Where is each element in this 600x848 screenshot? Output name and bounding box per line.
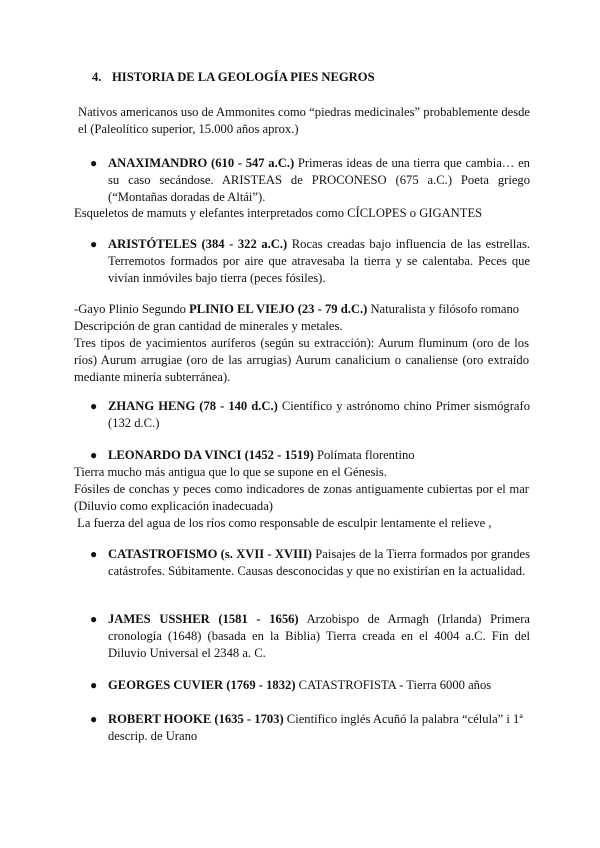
bullet-catastrofismo: [90, 546, 530, 580]
davinci-line-2: Fósiles de conchas y peces como indicadores de zonas antiguamente cubiertas por el mar (Diluvio como explicación inadecuada): [74, 482, 529, 513]
bullet-dot: ●: [90, 678, 98, 692]
davinci-line-3: La fuerza del agua de los ríos como responsable de esculpir lentamente el relieve ,: [74, 516, 492, 530]
bullet-ussher: [90, 611, 530, 662]
bullet-title: LEONARDO DA VINCI (1452 - 1519): [108, 448, 314, 462]
bullet-aristoteles: [90, 236, 530, 287]
bullet-hooke: [90, 711, 530, 745]
section-title: HISTORIA DE LA GEOLOGÍA PIES NEGROS: [112, 70, 375, 84]
bullet-dot: ●: [90, 547, 98, 561]
bullet-dot: ●: [90, 612, 98, 626]
bullet-title: CATASTROFISMO (s. XVII - XVIII): [108, 547, 312, 561]
bullet-text: Científico y astrónomo chino Primer sismógrafo (132 d.C.): [108, 399, 530, 430]
paragraph-mamuts: Esqueletos de mamuts y elefantes interpretados como CÍCLOPES o GIGANTES: [74, 206, 483, 220]
paragraph-davinci: [74, 464, 529, 532]
plinio-line2: Descripción de gran cantidad de minerales y metales.: [74, 319, 343, 333]
davinci-line-1: Tierra mucho más antigua que lo que se supone en el Génesis.: [74, 465, 387, 479]
intro-paragraph: Nativos americanos uso de Ammonites como “piedras medicinales” probablemente desde el (Paleolítico superior, 15.000 años aprox.): [78, 105, 530, 136]
bullet-dot: ●: [90, 712, 98, 726]
paragraph-yacimientos: Tres tipos de yacimientos auríferos (según su extracción): Aurum fluminum (oro de los ríos) Aurum arrugiae (oro de las arrugias) Aurum canalicium o canaliense (oro extraído mediante minería subterránea).: [74, 336, 529, 384]
bullet-dot: ●: [90, 156, 98, 170]
plinio-title: PLINIO EL VIEJO (23 - 79 d.C.): [189, 302, 368, 316]
bullet-text: CATASTROFISTA - Tierra 6000 años: [295, 678, 492, 692]
bullet-text: Arzobispo de Armagh (Irlanda) Primera cronología (1648) (basada en la Biblia) Tierra creada en el 4004 a.C. Fin del Diluvio Universal el 2348 a. C.: [108, 612, 530, 660]
paragraph-plinio: [74, 301, 529, 335]
section-number: 4.: [92, 70, 102, 84]
bullet-dot: ●: [90, 399, 98, 413]
bullet-leonardo: [90, 447, 530, 464]
bullet-title: GEORGES CUVIER (1769 - 1832): [108, 678, 296, 692]
bullet-title: ZHANG HENG (78 - 140 d.C.): [108, 399, 278, 413]
bullet-title: ARISTÓTELES (384 - 322 a.C.): [108, 237, 288, 251]
plinio-prefix: -Gayo Plinio Segundo: [74, 302, 190, 316]
bullet-text: Paisajes de la Tierra formados por grandes catástrofes. Súbitamente. Causas desconocidas y que no existirían en la actualidad.: [108, 547, 531, 578]
bullet-text: Primeras ideas de una tierra que cambia… en su caso secándose. ARISTEAS de PROCONESO (675 a.C.) Poeta griego (“Montañas doradas de Altái”).: [108, 156, 530, 204]
bullet-title: ANAXIMANDRO (610 - 547 a.C.): [108, 156, 295, 170]
bullet-text: Rocas creadas bajo influencia de las estrellas. Terremotos formados por aire que atravesaba la tierra y se calentaba. Peces que vivían inmóviles bajo tierra (peces fósiles).: [108, 237, 530, 285]
bullet-title: ROBERT HOOKE (1635 - 1703): [108, 712, 284, 726]
section-heading: [92, 69, 375, 86]
plinio-suffix: Naturalista y filósofo romano: [367, 302, 520, 316]
bullet-anaximandro: [90, 155, 530, 206]
bullet-dot: ●: [90, 237, 98, 251]
bullet-dot: ●: [90, 448, 98, 462]
bullet-title: JAMES USSHER (1581 - 1656): [108, 612, 299, 626]
bullet-zhang-heng: [90, 398, 530, 432]
bullet-cuvier: [90, 677, 530, 694]
bullet-text: Científico inglés Acuñó la palabra “célula” i 1ª descrip. de Urano: [108, 712, 523, 743]
bullet-text: Polímata florentino: [313, 448, 415, 462]
